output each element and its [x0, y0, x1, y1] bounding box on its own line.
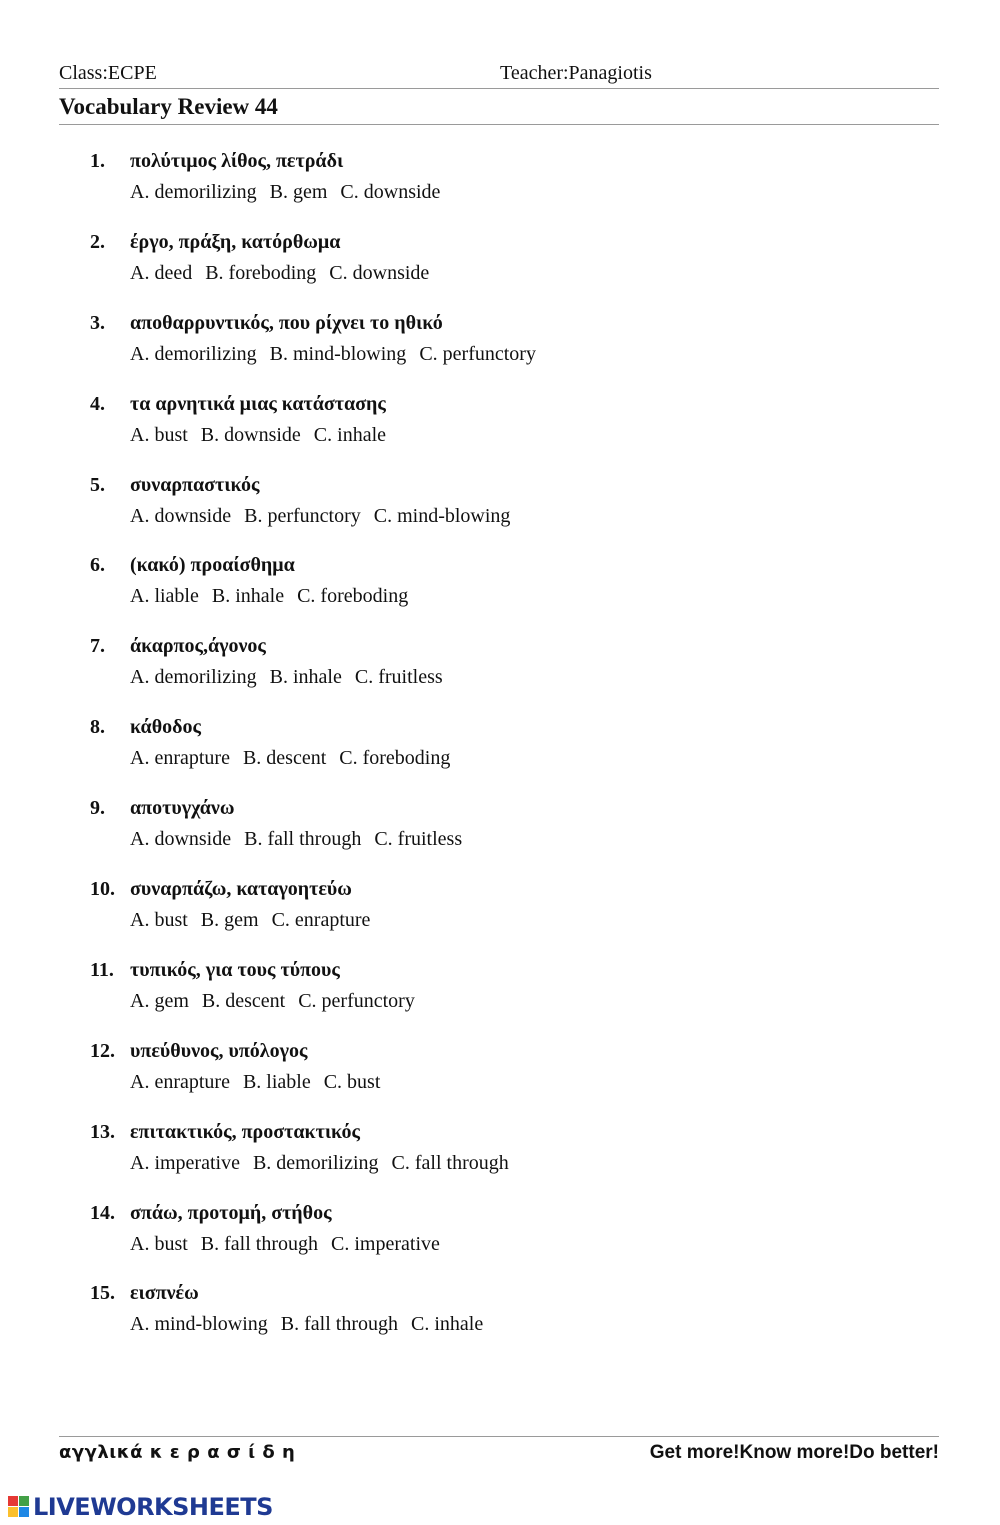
answer-option[interactable]: A. bust [130, 1232, 188, 1255]
answer-option[interactable]: A. downside [130, 504, 232, 527]
question-number: 10. [90, 878, 115, 901]
answer-options [130, 181, 453, 204]
answer-option[interactable]: C. foreboding [339, 747, 451, 770]
brand-name: LIVEWORKSHEETS [33, 1493, 273, 1521]
answer-option[interactable]: C. mind-blowing [373, 504, 511, 527]
answer-option[interactable]: C. fruitless [374, 828, 463, 851]
question-prompt: κάθοδος [130, 716, 201, 739]
footer-divider [59, 1436, 939, 1437]
answer-option[interactable]: B. descent [201, 989, 286, 1012]
answer-option[interactable]: C. fall through [391, 1151, 509, 1174]
answer-options [130, 909, 383, 932]
answer-option[interactable]: B. fall through [244, 828, 362, 851]
answer-option[interactable]: C. inhale [313, 423, 387, 446]
answer-option[interactable]: A. demorilizing [130, 342, 257, 365]
question-number: 1. [90, 150, 105, 172]
question-item [90, 797, 910, 878]
answer-options [130, 262, 442, 285]
question-item [90, 716, 910, 797]
logo-square [8, 1507, 18, 1517]
question-prompt: αποτυγχάνω [130, 797, 235, 820]
answer-option[interactable]: B. gem [200, 909, 259, 932]
answer-option[interactable]: C. fruitless [354, 666, 443, 689]
answer-option[interactable]: B. inhale [269, 666, 342, 689]
question-number: 13. [90, 1120, 115, 1143]
question-prompt: πολύτιμος λίθος, πετράδι [130, 150, 344, 172]
question-item [90, 1282, 910, 1363]
brand-logo[interactable] [8, 1492, 273, 1522]
answer-option[interactable]: B. liable [242, 1070, 311, 1093]
answer-option[interactable]: B. descent [242, 747, 327, 770]
answer-options [130, 343, 549, 366]
question-item [90, 150, 910, 231]
footer-slogan: Get more!Know more!Do better! [649, 1442, 939, 1463]
answer-option[interactable]: C. enrapture [271, 909, 371, 932]
question-number: 2. [90, 230, 105, 253]
question-number: 11. [90, 958, 114, 981]
question-prompt: τα αρνητικά μιας κατάστασης [130, 392, 386, 415]
question-item [90, 231, 910, 312]
answer-option[interactable]: A. deed [130, 261, 193, 284]
question-number: 8. [90, 716, 105, 739]
answer-option[interactable]: B. gem [269, 181, 328, 203]
answer-option[interactable]: A. bust [130, 423, 188, 446]
answer-option[interactable]: A. downside [130, 828, 232, 851]
teacher-label: Teacher:Panagiotis [500, 62, 652, 84]
question-number: 9. [90, 797, 105, 820]
class-label: Class:ECPE [59, 62, 157, 84]
question-prompt: συναρπαστικός [130, 473, 260, 496]
question-item [90, 554, 910, 635]
question-prompt: εισπνέω [130, 1282, 199, 1305]
answer-option[interactable]: C. imperative [331, 1232, 440, 1255]
answer-option[interactable]: B. demorilizing [252, 1151, 379, 1174]
answer-option[interactable]: A. bust [130, 909, 188, 932]
question-item [90, 635, 910, 716]
answer-option[interactable]: C. perfunctory [298, 989, 415, 1012]
question-number: 15. [90, 1282, 115, 1305]
answer-option[interactable]: A. gem [130, 989, 189, 1012]
page-title: Vocabulary Review 44 [59, 94, 278, 119]
answer-options [130, 1152, 522, 1175]
question-prompt: τυπικός, για τους τύπους [130, 958, 340, 981]
answer-options [130, 1071, 393, 1094]
answer-options [130, 990, 428, 1013]
answer-option[interactable]: A. demorilizing [130, 666, 257, 689]
answer-options [130, 828, 475, 851]
answer-option[interactable]: C. inhale [411, 1313, 484, 1336]
logo-square [8, 1496, 18, 1506]
question-number: 7. [90, 635, 105, 658]
question-item [90, 1040, 910, 1121]
question-number: 3. [90, 311, 105, 334]
title-row [59, 92, 939, 125]
logo-square [19, 1496, 29, 1506]
question-prompt: έργο, πράξη, κατόρθωμα [130, 230, 341, 253]
answer-option[interactable]: B. perfunctory [244, 504, 361, 527]
answer-option[interactable]: C. bust [323, 1070, 381, 1093]
answer-option[interactable]: B. foreboding [205, 261, 317, 284]
question-prompt: αποθαρρυντικός, που ρίχνει το ηθικό [130, 311, 443, 334]
question-number: 4. [90, 392, 105, 415]
answer-options [130, 747, 463, 770]
question-number: 12. [90, 1039, 115, 1062]
answer-option[interactable]: B. downside [200, 423, 301, 446]
answer-option[interactable]: A. liable [130, 585, 199, 608]
answer-option[interactable]: B. fall through [200, 1232, 319, 1255]
answer-option[interactable]: C. downside [329, 261, 430, 284]
question-prompt: σπάω, προτομή, στήθος [130, 1201, 332, 1224]
question-item [90, 878, 910, 959]
answer-option[interactable]: A. imperative [130, 1151, 240, 1174]
answer-option[interactable]: B. fall through [280, 1313, 398, 1336]
answer-options [130, 666, 456, 689]
question-prompt: συναρπάζω, καταγοητεύω [130, 878, 352, 901]
liveworksheets-logo-icon [8, 1496, 30, 1518]
question-prompt: άκαρπος,άγονος [130, 635, 266, 658]
answer-options [130, 505, 523, 528]
answer-options [130, 1233, 453, 1256]
answer-options [130, 585, 421, 608]
answer-options [130, 424, 399, 447]
question-prompt: (κακό) προαίσθημα [130, 554, 295, 577]
answer-options [130, 1313, 496, 1336]
question-item [90, 393, 910, 474]
answer-option[interactable]: C. perfunctory [419, 342, 536, 365]
answer-option[interactable]: B. inhale [211, 585, 285, 608]
question-prompt: υπεύθυνος, υπόλογος [130, 1039, 308, 1062]
question-number: 6. [90, 554, 105, 577]
question-list [90, 150, 910, 1363]
answer-option[interactable]: A. enrapture [130, 747, 230, 770]
answer-option[interactable]: A. enrapture [130, 1070, 230, 1093]
answer-option[interactable]: B. mind-blowing [269, 342, 407, 365]
answer-option[interactable]: C. foreboding [297, 585, 409, 608]
question-item [90, 1202, 910, 1283]
question-item [90, 312, 910, 393]
header-row [59, 62, 939, 89]
answer-option[interactable]: A. demorilizing [130, 181, 257, 203]
question-item [90, 959, 910, 1040]
question-number: 5. [90, 473, 105, 496]
question-item [90, 474, 910, 555]
question-prompt: επιτακτικός, προστακτικός [130, 1120, 360, 1143]
footer-left-text: αγγλικά κ ε ρ α σ ί δ η [59, 1442, 296, 1463]
logo-square [19, 1507, 29, 1517]
answer-option[interactable]: A. mind-blowing [130, 1313, 268, 1336]
answer-option[interactable]: C. downside [340, 181, 441, 203]
question-number: 14. [90, 1201, 115, 1224]
question-item [90, 1121, 910, 1202]
